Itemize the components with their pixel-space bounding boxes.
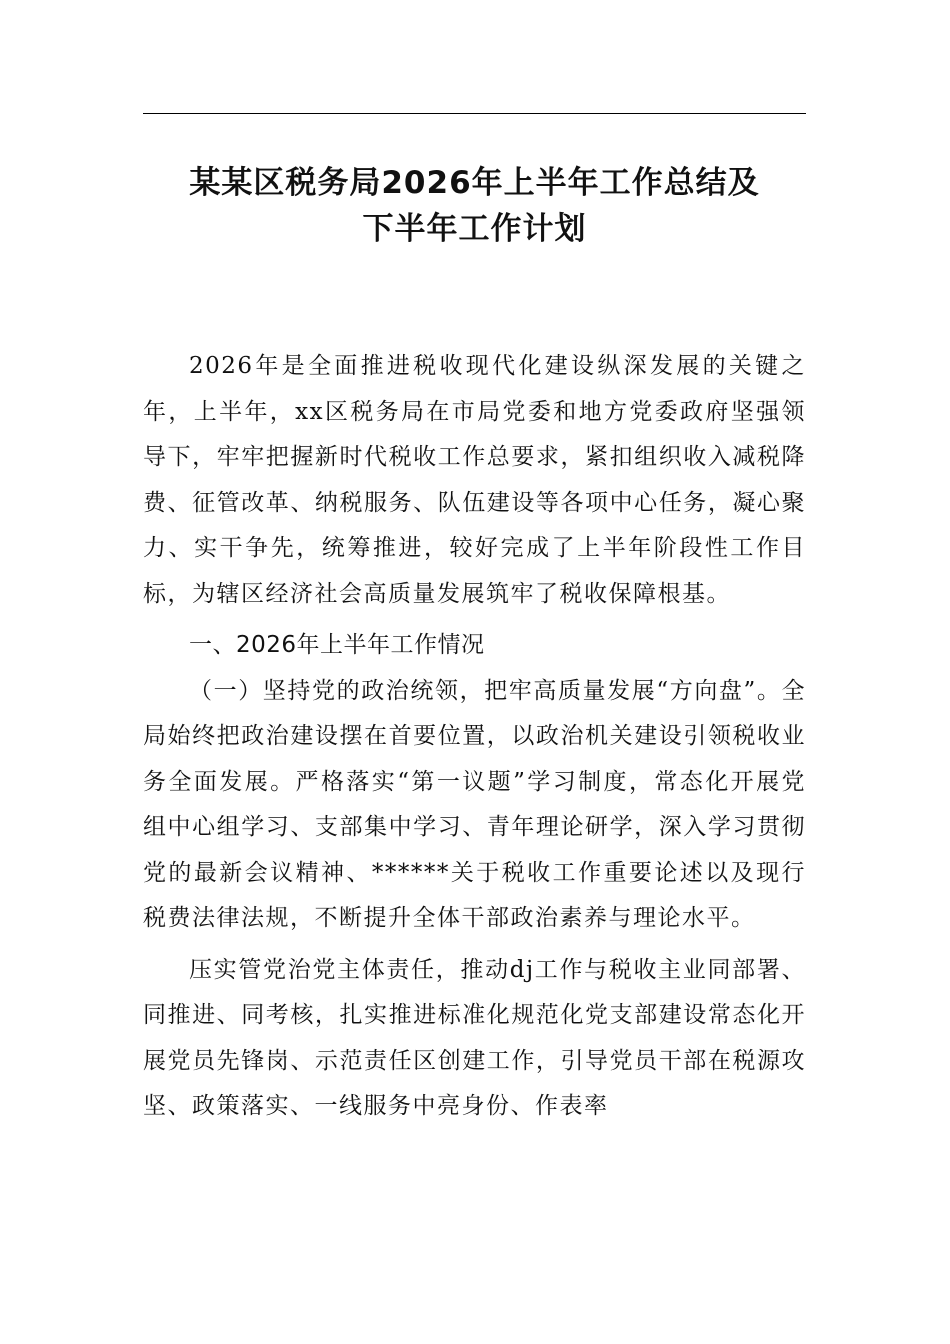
body-paragraph-1: （一）坚持党的政治统领，把牢高质量发展“方向盘”。全局始终把政治建设摆在首要位置，以政治机关建设引领税收业务全面发展。严格落实“第一议题”学习制度，常态化开展党组中心组学习、支部集中学习、青年理论研学，深入学习贯彻党的最新会议精神、******关于税收工作重要论述以及现行税费法律法规，不断提升全体干部政治素养与理论水平。: [143, 677, 806, 931]
body-paragraph-2: 压实管党治党主体责任，推动dj工作与税收主业同部署、同推进、同考核，扎实推进标准化规范化党支部建设常态化开展党员先锋岗、示范责任区创建工作，引导党员干部在税源攻坚、政策落实、一线服务中亮身份、作表率: [143, 956, 806, 1119]
header-rule: [143, 113, 806, 114]
document-body: [143, 344, 806, 1130]
title-line-1: 某某区税务局2026年上半年工作总结及: [189, 165, 760, 201]
section-heading: 一、2026年上半年工作情况: [189, 632, 485, 658]
title-line-2: 下半年工作计划: [362, 211, 587, 247]
document-title: [143, 160, 806, 252]
intro-paragraph: 2026年是全面推进税收现代化建设纵深发展的关键之年，上半年，xx区税务局在市局党委和地方党委政府坚强领导下，牢牢把握新时代税收工作总要求，紧扣组织收入减税降费、征管改革、纳税服务、队伍建设等各项中心任务，凝心聚力、实干争先，统筹推进，较好完成了上半年阶段性工作目标，为辖区经济社会高质量发展筑牢了税收保障根基。: [143, 353, 806, 607]
